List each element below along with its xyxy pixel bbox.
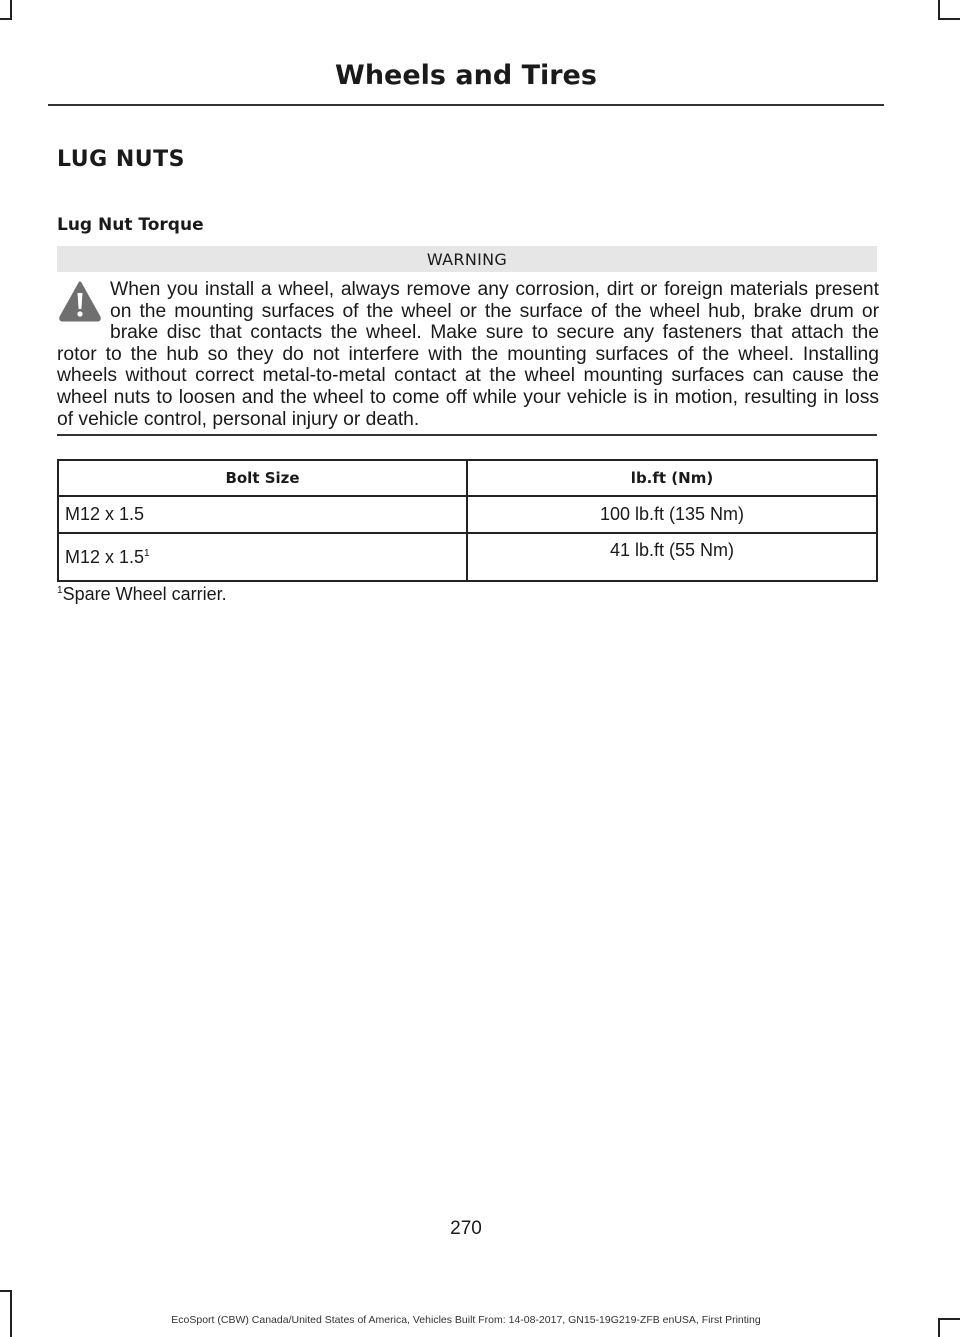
warning-divider <box>57 434 877 436</box>
table-row <box>58 533 877 581</box>
page-header-title: Wheels and Tires <box>335 60 597 91</box>
footnote-text: Spare Wheel carrier. <box>62 584 227 604</box>
subsection-title: Lug Nut Torque <box>57 215 204 235</box>
table-header-row <box>58 460 877 496</box>
page-footer: EcoSport (CBW) Canada/United States of America, Vehicles Built From: 14-08-2017, GN15-19G219-ZFB enUSA, First Printing <box>171 1314 761 1326</box>
warning-text: When you install a wheel, always remove any corrosion, dirt or foreign materials present on the mounting surfaces of the wheel or the surface of the wheel hub, brake drum or brake disc that contacts the wheel. Make sure to secure any fasteners that attach the rotor to the hub so they do not interfere with the mounting surfaces of the wheel. Installing wheels without correct metal-to-metal contact at the wheel mounting surfaces can cause the wheel nuts to loosen and the wheel to come off while your vehicle is in motion, resulting in loss of vehicle control, personal injury or death. <box>57 279 879 430</box>
lug-nut-torque-table <box>57 459 878 582</box>
bolt-size-cell <box>58 496 467 533</box>
section-title: LUG NUTS <box>57 147 185 172</box>
crop-mark-bottom-right <box>938 1318 940 1337</box>
crop-mark-top-left <box>10 0 12 20</box>
header-divider <box>48 104 884 106</box>
crop-mark-bottom-left <box>0 1290 12 1292</box>
bolt-size-value: M12 x 1.5 <box>65 504 145 524</box>
torque-cell: 100 lb.ft (135 Nm) <box>467 496 877 533</box>
table-row <box>58 496 877 533</box>
footnote <box>57 584 227 605</box>
warning-label: WARNING <box>57 246 877 272</box>
torque-cell: 41 lb.ft (55 Nm) <box>467 533 877 581</box>
column-header-torque: lb.ft (Nm) <box>467 460 877 496</box>
crop-mark-top-right <box>938 0 940 20</box>
page-number: 270 <box>450 1218 482 1239</box>
column-header-bolt-size: Bolt Size <box>58 460 467 496</box>
crop-mark-bottom-right <box>938 1318 960 1320</box>
footnote-marker: 1 <box>144 547 150 559</box>
bolt-size-value: M12 x 1.5 <box>65 546 145 567</box>
crop-mark-top-left <box>0 18 12 20</box>
bolt-size-cell <box>58 533 467 581</box>
footnote-marker: 1 <box>57 585 63 596</box>
crop-mark-top-right <box>938 18 960 20</box>
